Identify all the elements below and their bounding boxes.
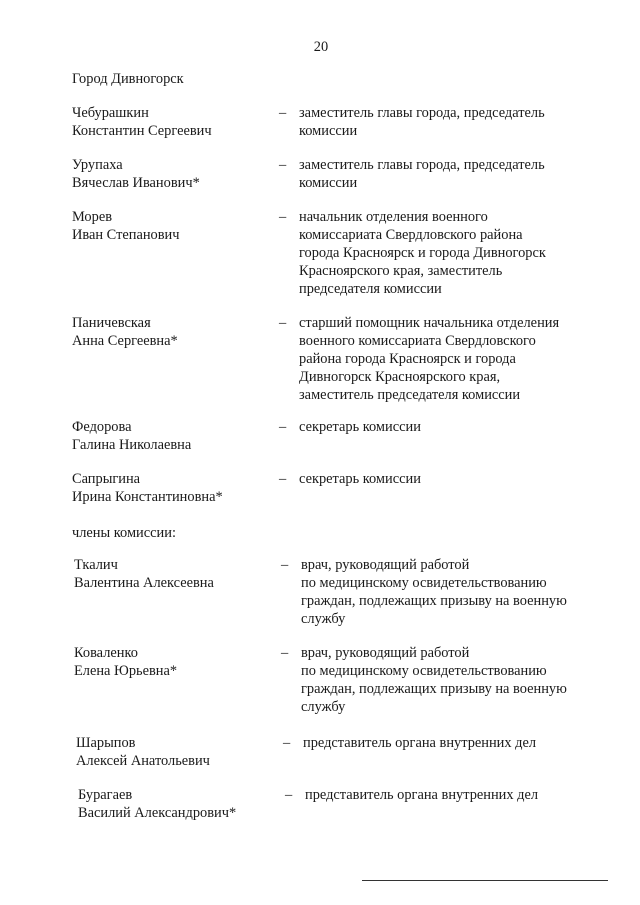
member-role — [301, 644, 601, 716]
member-surname: Урупаха — [72, 157, 123, 173]
dash-separator: – — [279, 419, 287, 435]
member-surname: Чебурашкин — [72, 105, 149, 121]
member-given-names: Ирина Константиновна* — [72, 489, 223, 505]
member-name — [72, 418, 272, 454]
member-given-names: Анна Сергеевна* — [72, 333, 178, 349]
role-line: военного комиссариата Свердловского — [299, 333, 536, 349]
member-name — [72, 156, 272, 192]
role-line: района города Красноярск и города — [299, 351, 516, 367]
member-given-names: Валентина Алексеевна — [74, 575, 214, 591]
member-given-names: Алексей Анатольевич — [76, 753, 210, 769]
dash-separator: – — [279, 157, 287, 173]
city-heading: Город Дивногорск — [72, 71, 184, 87]
role-line: представитель органа внутренних дел — [303, 735, 537, 751]
dash-separator: – — [281, 645, 289, 661]
member-surname: Морев — [72, 209, 113, 225]
role-line: службу — [301, 699, 346, 715]
member-role — [303, 734, 603, 752]
member-surname: Ткалич — [74, 557, 118, 573]
member-name — [74, 644, 274, 680]
member-name — [72, 314, 272, 350]
members-heading: члены комиссии: — [72, 525, 176, 541]
role-line: старший помощник начальника отделения — [299, 315, 560, 331]
role-line: службу — [301, 611, 346, 627]
role-line: председателя комиссии — [299, 281, 442, 297]
member-surname: Коваленко — [74, 645, 138, 661]
member-surname: Бурагаев — [78, 787, 133, 803]
member-name — [76, 734, 276, 770]
member-surname: Федорова — [72, 419, 132, 435]
member-role — [299, 104, 599, 140]
role-line: начальник отделения военного — [299, 209, 488, 225]
footer-rule — [362, 880, 608, 881]
role-line: секретарь комиссии — [299, 471, 421, 487]
dash-separator: – — [283, 735, 291, 751]
member-name — [72, 104, 272, 140]
member-given-names: Иван Степанович — [72, 227, 180, 243]
role-line: Дивногорск Красноярского края, — [299, 369, 501, 385]
member-surname: Сапрыгина — [72, 471, 141, 487]
role-line: заместитель главы города, председатель — [299, 157, 545, 173]
role-line: заместитель председателя комиссии — [299, 387, 521, 403]
dash-separator: – — [281, 557, 289, 573]
member-name — [78, 786, 278, 822]
member-role — [299, 208, 599, 298]
member-given-names: Галина Николаевна — [72, 437, 192, 453]
member-surname: Паничевская — [72, 315, 151, 331]
dash-separator: – — [279, 209, 287, 225]
member-role — [299, 418, 599, 436]
member-role — [299, 156, 599, 192]
role-line: врач, руководящий работой — [301, 645, 470, 661]
member-role — [299, 314, 599, 404]
member-name — [72, 470, 272, 506]
role-line: секретарь комиссии — [299, 419, 421, 435]
dash-separator: – — [279, 105, 287, 121]
role-line: комиссариата Свердловского района — [299, 227, 523, 243]
dash-separator: – — [279, 315, 287, 331]
member-given-names: Константин Сергеевич — [72, 123, 212, 139]
role-line: по медицинскому освидетельствованию — [301, 575, 547, 591]
role-line: граждан, подлежащих призыву на военную — [301, 681, 567, 697]
role-line: заместитель главы города, председатель — [299, 105, 545, 121]
page-number: 20 — [313, 39, 329, 55]
member-role — [299, 470, 599, 488]
member-given-names: Вячеслав Иванович* — [72, 175, 200, 191]
role-line: граждан, подлежащих призыву на военную — [301, 593, 567, 609]
role-line: комиссии — [299, 123, 358, 139]
member-name — [74, 556, 274, 592]
role-line: по медицинскому освидетельствованию — [301, 663, 547, 679]
dash-separator: – — [285, 787, 293, 803]
member-given-names: Василий Александрович* — [78, 805, 237, 821]
role-line: комиссии — [299, 175, 358, 191]
member-name — [72, 208, 272, 244]
member-role — [305, 786, 605, 804]
role-line: врач, руководящий работой — [301, 557, 470, 573]
member-given-names: Елена Юрьевна* — [74, 663, 178, 679]
member-surname: Шарыпов — [76, 735, 136, 751]
dash-separator: – — [279, 471, 287, 487]
role-line: представитель органа внутренних дел — [305, 787, 539, 803]
role-line: города Красноярск и города Дивногорск — [299, 245, 546, 261]
member-role — [301, 556, 601, 628]
role-line: Красноярского края, заместитель — [299, 263, 503, 279]
